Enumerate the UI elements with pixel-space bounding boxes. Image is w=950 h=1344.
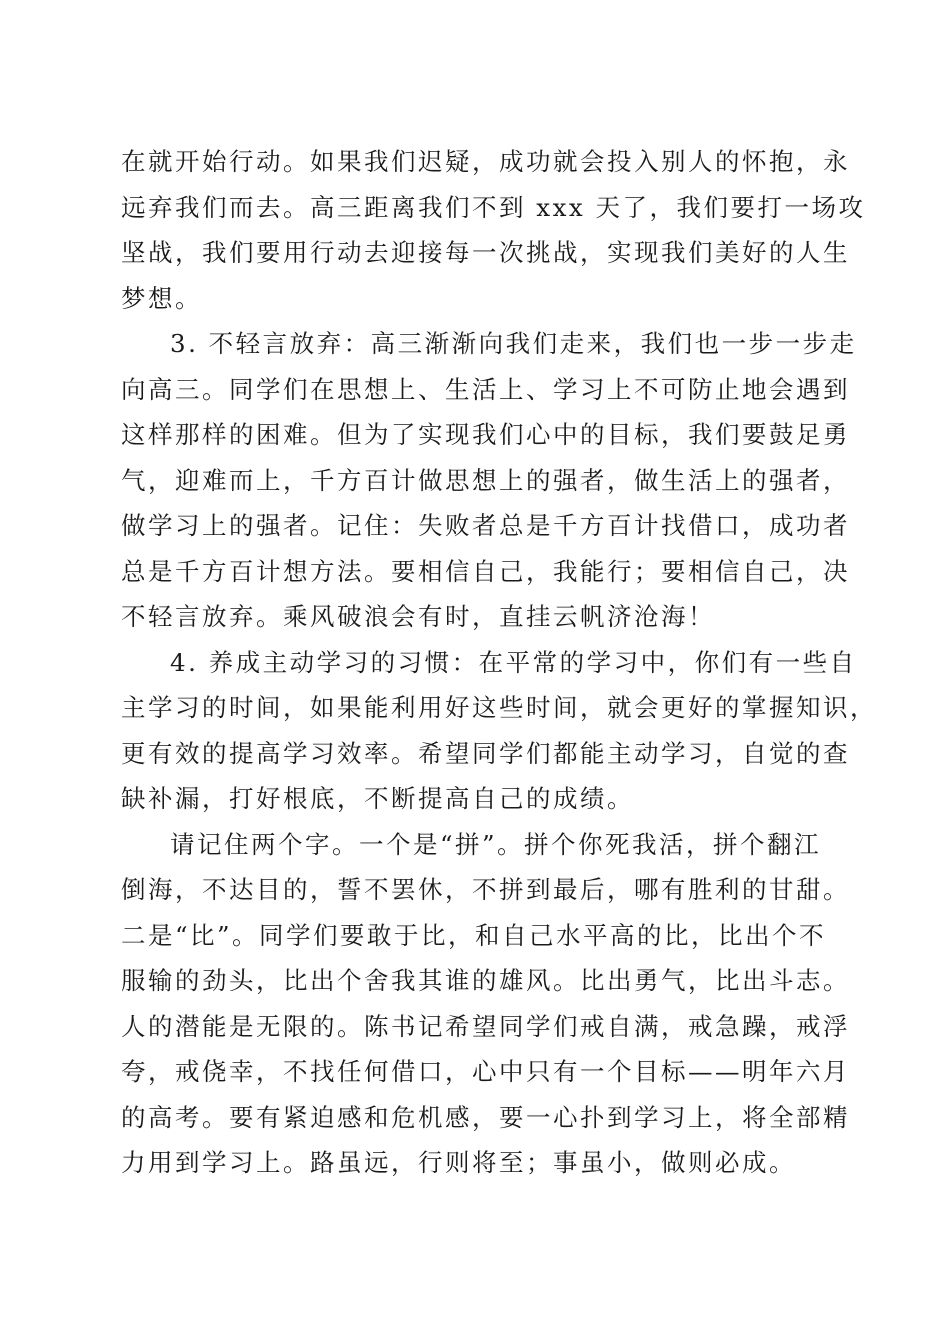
text-line: 坚战，我们要用行动去迎接每一次挑战，实现我们美好的人生	[121, 238, 850, 267]
paragraph-not-give-up	[121, 321, 857, 640]
text-line: 请记住两个字。一个是“拼”。拼个你死我活，拼个翻江	[170, 829, 822, 859]
text-line: 远弃我们而去。高三距离我们不到 xxx 天了，我们要打一场攻	[121, 192, 866, 222]
text-line: 不轻言放弃。乘风破浪会有时，直挂云帆济沧海！	[121, 602, 715, 631]
text-line: 这样那样的困难。但为了实现我们心中的目标，我们要鼓足勇	[121, 420, 850, 449]
text-line: 夸，戒侥幸，不找任何借口，心中只有一个目标——明年六月	[121, 1057, 850, 1086]
text-line: 的高考。要有紧迫感和危机感，要一心扑到学习上，将全部精	[121, 1102, 850, 1132]
paragraph-two-words	[121, 822, 850, 1186]
text-line: 更有效的提高学习效率。希望同学们都能主动学习，自觉的查	[121, 738, 850, 768]
paragraph-continuation	[121, 139, 866, 321]
text-line: 4. 养成主动学习的习惯：在平常的学习中，你们有一些自	[170, 647, 857, 677]
text-line: 缺补漏，打好根底，不断提高自己的成绩。	[121, 784, 634, 813]
text-line: 气，迎难而上，千方百计做思想上的强者，做生活上的强者，	[121, 465, 850, 495]
text-line: 做学习上的强者。记住：失败者总是千方百计找借口，成功者	[121, 511, 850, 540]
document-body	[121, 139, 877, 1186]
text-line: 主学习的时间，如果能利用好这些时间，就会更好的掌握知识，	[121, 693, 877, 722]
text-line: 3. 不轻言放弃：高三渐渐向我们走来，我们也一步一步走	[170, 329, 857, 358]
text-line: 倒海，不达目的，誓不罢休，不拼到最后，哪有胜利的甘甜。	[121, 875, 850, 904]
text-line: 总是千方百计想方法。要相信自己，我能行；要相信自己，决	[121, 556, 850, 586]
text-line: 向高三。同学们在思想上、生活上、学习上不可防止地会遇到	[121, 374, 850, 404]
text-line: 服输的劲头，比出个舍我其谁的雄风。比出勇气，比出斗志。	[121, 966, 850, 995]
text-line: 二是“比”。同学们要敢于比，和自己水平高的比，比出个不	[121, 920, 827, 950]
text-line: 在就开始行动。如果我们迟疑，成功就会投入别人的怀抱，永	[121, 147, 850, 176]
paragraph-active-learning	[121, 640, 877, 822]
text-line: 人的潜能是无限的。陈书记希望同学们戒自满，戒急躁，戒浮	[121, 1011, 850, 1041]
text-line: 力用到学习上。路虽远，行则将至；事虽小，做则必成。	[121, 1148, 796, 1177]
text-line: 梦想。	[121, 283, 202, 313]
